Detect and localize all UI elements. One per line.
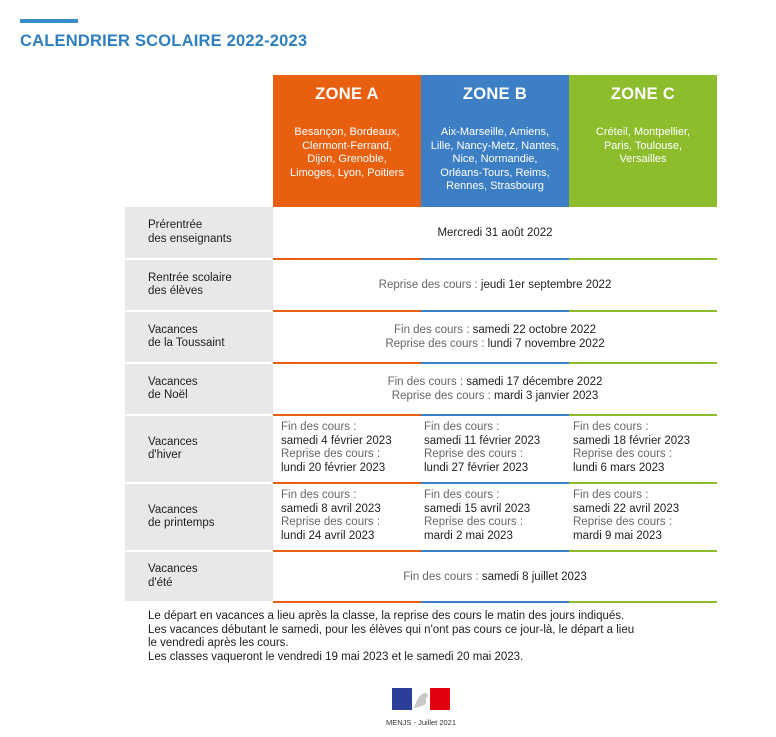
toussaint-reprise-date: lundi 7 novembre 2022 [487,338,605,350]
footer-caption: MENJS - Juillet 2021 [385,718,457,727]
reprise-label: Reprise des cours : [573,516,673,528]
reprise-label: Reprise des cours : [281,516,381,528]
row-label-prerentree [125,207,273,258]
row-label-hiver [125,416,273,482]
row-value-toussaint [273,312,717,362]
fin-label: Fin des cours : [424,489,500,501]
row-value-noel [273,364,717,414]
reprise-label: Reprise des cours : [424,448,524,460]
footnote-line: le vendredi après les cours. [148,637,289,650]
hiver-zone-c-cell [573,421,690,475]
zone-a-city-line: Dijon, Grenoble, [307,153,387,165]
row-label-ete [125,552,273,601]
row-label-line: des élèves [148,285,203,297]
hiver-zone-b-cell [424,421,540,475]
printemps-zone-a-fin-date: samedi 8 avril 2023 [281,502,381,515]
row-label-line: Vacances [148,375,198,388]
zone-b-divider [421,482,569,484]
printemps-zone-a-reprise-date: lundi 24 avril 2023 [281,529,375,542]
zone-a-city-line: Besançon, Bordeaux, [294,126,400,138]
toussaint-reprise-line [385,337,604,351]
rentree-date: jeudi 1er septembre 2022 [480,279,612,291]
row-label-line: de la Toussaint [148,337,225,349]
republique-francaise-logo-icon [392,688,450,710]
zone-a-divider [273,482,421,484]
hiver-zone-a-fin-date: samedi 4 février 2023 [281,434,392,447]
zone-b-header: ZONE B [421,75,569,114]
reprise-label: Reprise des cours : [391,390,495,402]
ete-fin-line [403,570,586,584]
zone-c-divider [569,601,717,603]
printemps-zone-b-cell [424,489,530,543]
row-label-line: Vacances [148,563,198,575]
prerentree-date: Mercredi 31 août 2022 [437,226,553,239]
rentree-reprise-line [379,278,612,292]
hiver-zone-c-fin-date: samedi 18 février 2023 [573,434,690,447]
zone-b-city-line: Lille, Nancy-Metz, Nantes, [430,139,560,152]
zone-c-city-line: Paris, Toulouse, [603,139,683,152]
reprise-label: Reprise des cours : [281,448,381,460]
fin-label: Fin des cours : [281,489,357,501]
fin-label: Fin des cours : [403,570,482,583]
row-label-noel [125,364,273,414]
noel-fin-line [388,375,603,389]
row-label-line: de printemps [148,517,215,529]
row-label-toussaint [125,312,273,362]
row-label-line: Rentrée scolaire [148,271,232,284]
zone-a-divider [273,414,421,416]
row-value-rentree [273,260,717,310]
hiver-zone-b-fin-date: samedi 11 février 2023 [424,434,541,447]
footnote-line: Le départ en vacances a lieu après la classe, la reprise des cours le matin des jours indiqués. [148,610,625,622]
fin-label: Fin des cours : [387,376,467,388]
zone-a-city-line: Limoges, Lyon, Poitiers [290,166,404,179]
zone-c-city-line: Créteil, Montpellier, [595,126,691,138]
noel-reprise-date: mardi 3 janvier 2023 [494,390,599,402]
printemps-zone-c-fin-date: samedi 22 avril 2023 [573,502,680,515]
fin-label: Fin des cours : [424,421,500,433]
ete-fin-date: samedi 8 juillet 2023 [481,570,587,583]
footnotes [148,610,708,664]
row-label-line: de Noël [148,389,188,401]
zone-b-divider [421,601,569,603]
row-label-printemps [125,484,273,550]
reprise-label: Reprise des cours : [573,448,673,460]
fin-label: Fin des cours : [281,421,357,433]
hiver-zone-b-reprise-date: lundi 27 février 2023 [424,461,529,474]
page-title: CALENDRIER SCOLAIRE 2022-2023 [20,32,308,50]
row-label-line: Vacances [148,503,198,516]
printemps-zone-c-cell [573,489,679,543]
reprise-label: Reprise des cours : [424,516,524,528]
printemps-zone-c-reprise-date: mardi 9 mai 2023 [573,529,662,542]
toussaint-fin-line [394,323,596,337]
zone-a-divider [273,601,421,603]
row-label-line: d'été [148,576,173,589]
zone-b-city-line: Nice, Normandie, [452,153,538,165]
hiver-zone-c-reprise-date: lundi 6 mars 2023 [573,461,665,474]
zone-b-city-line: Rennes, Strasbourg [446,180,544,192]
zone-a-header: ZONE A [273,75,421,114]
reprise-label: Reprise des cours : [378,279,481,291]
printemps-zone-b-reprise-date: mardi 2 mai 2023 [424,529,513,542]
row-label-line: Prérentrée [148,219,203,231]
zone-a-cities [273,114,421,207]
fin-label: Fin des cours : [573,421,649,433]
printemps-zone-a-cell [281,489,381,543]
reprise-label: Reprise des cours : [385,338,488,350]
noel-reprise-line [392,389,598,403]
zone-b-city-line: Aix-Marseille, Amiens, [440,126,550,138]
row-label-line: des enseignants [148,232,232,245]
row-value-ete [273,552,717,601]
row-label-rentree [125,260,273,310]
zone-a-city-line: Clermont-Ferrand, [302,139,392,152]
noel-fin-date: samedi 17 décembre 2022 [466,376,603,388]
title-accent-bar [20,19,78,23]
row-label-line: d'hiver [148,449,182,461]
hiver-zone-a-cell [281,421,392,475]
hiver-zone-a-reprise-date: lundi 20 février 2023 [281,461,386,474]
zone-c-cities [569,114,717,207]
zone-b-divider [421,414,569,416]
zone-c-header: ZONE C [569,75,717,114]
footnote-line: Les vacances débutant le samedi, pour les élèves qui n'ont pas cours ce jour-là, le départ a lieu [148,623,635,636]
row-label-line: Vacances [148,435,198,448]
zone-c-divider [569,482,717,484]
zone-b-cities [421,114,569,207]
row-value-prerentree [273,207,717,258]
printemps-zone-b-fin-date: samedi 15 avril 2023 [424,502,531,515]
zone-c-divider [569,414,717,416]
zone-b-city-line: Orléans-Tours, Reims, [440,166,550,179]
zone-c-city-line: Versailles [619,153,667,165]
footnote-line: Les classes vaqueront le vendredi 19 mai 2023 et le samedi 20 mai 2023. [148,650,524,663]
fin-label: Fin des cours : [393,324,473,336]
fin-label: Fin des cours : [573,489,649,501]
row-label-line: Vacances [148,323,198,336]
toussaint-fin-date: samedi 22 octobre 2022 [472,324,596,336]
